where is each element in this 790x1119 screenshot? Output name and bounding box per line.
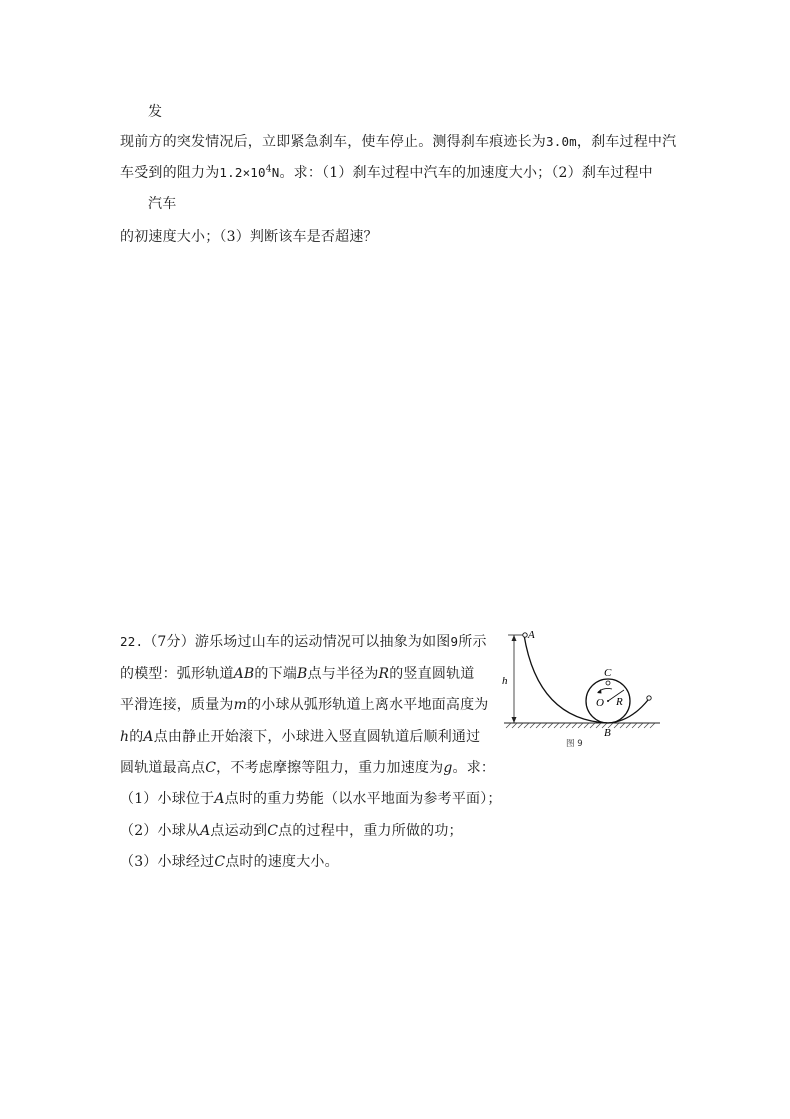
q22-s1-var-a: A [214,791,225,807]
direction-arrow-head [597,689,602,694]
q22-subquestion-3 [120,852,339,872]
q21-line-5 [120,227,378,247]
height-arrow-bottom [512,717,517,723]
q22-line-4 [120,727,480,747]
q21-force-value: 1.2×10 [219,165,266,180]
q21-skid-length: 3.0m [546,134,577,149]
q22-var-r: R [378,666,390,682]
q22-s1-text-a: （1）小球位于 [120,791,215,807]
q22-points: （7分） [143,634,195,650]
q21-text-1: 发 [148,104,163,120]
label-h: h [502,675,508,687]
q22-line-2 [120,664,474,684]
q21-text-2b: ，刹车过程中汽 [576,134,677,150]
label-a: A [528,629,535,641]
ground-hatching [506,723,655,728]
q21-part-1: （1）刹车过程中汽车的加速度大小； [322,165,552,181]
q21-line-2 [120,132,676,152]
q21-line-1 [148,102,162,122]
q22-text-3b: 的小球从弧形轨道上离水平地面高度为 [247,697,489,713]
q22-text-2b: 的下端 [254,666,298,682]
q22-var-a: A [143,729,154,745]
arc-track [524,635,608,723]
q22-figure-ref: 9 [450,634,459,649]
q22-s1-text-b: 点时的重力势能（以水平地面为参考平面）； [224,791,502,807]
q22-var-c: C [205,760,217,776]
q22-var-m: m [233,697,248,713]
q21-text-5a: 的初速度大小； [120,229,220,245]
q22-line-3 [120,695,489,715]
q22-s2-text-a: （2）小球从 [120,823,201,839]
q22-var-b: B [297,666,308,682]
q22-text-2c: 点与半径为 [307,666,379,682]
ball-at-a [523,633,527,637]
q22-text-4b: 点由静止开始滚下，小球进入竖直圆轨道后顺利通过 [153,729,481,745]
q22-subquestion-1 [120,789,502,809]
q22-text-2a: 的模型：弧形轨道 [120,666,234,682]
q21-text-4: 汽车 [148,196,177,212]
q21-force-exponent: 4 [265,164,272,175]
q21-part-3: （3）判断该车是否超速？ [219,229,378,245]
roller-coaster-figure [500,628,670,758]
q22-s3-text-b: 点时的速度大小。 [225,854,339,870]
q22-text-2d: 的竖直圆轨道 [389,666,475,682]
ball-at-c [606,681,610,685]
q22-line-1 [120,632,487,652]
q22-text-1b: 所示 [458,634,487,650]
q22-number: 22. [120,634,144,649]
q22-s3-var-c: C [214,854,226,870]
q22-s3-text-a: （3）小球经过 [120,854,215,870]
center-dot [607,700,609,702]
q21-text-2a: 现前方的突发情况后，立即紧急刹车，使车停止。测得刹车痕迹长为 [120,134,546,150]
ball-at-exit [647,696,651,700]
label-o: O [596,697,604,709]
q21-part-2: （2）刹车过程中 [551,165,653,181]
q22-line-5 [120,758,495,778]
q22-text-5a: 圆轨道最高点 [120,760,206,776]
q21-line-3 [120,163,653,183]
q22-s2-text-c: 点的过程中，重力所做的功； [278,823,463,839]
figure-caption: 图 9 [566,739,583,749]
q21-text-3a: 车受到的阻力为 [120,165,220,181]
q22-text-3a: 平滑连接，质量为 [120,697,234,713]
q21-text-3b: 。求： [279,165,323,181]
q21-line-4 [148,194,176,214]
q22-subquestion-2 [120,821,463,841]
label-b: B [604,727,611,739]
label-r: R [616,696,623,708]
q22-text-5b: ，不考虑摩擦等阻力，重力加速度为 [216,760,444,776]
q22-s2-text-b: 点运动到 [210,823,268,839]
label-c: C [604,667,612,679]
q22-text-4a: 的 [129,729,144,745]
q22-var-ab: AB [233,666,255,682]
q22-var-g: g [443,760,453,776]
height-arrow-top [512,635,517,641]
q22-s2-var-c: C [267,823,279,839]
q22-s2-var-a: A [200,823,211,839]
q21-force-unit: N [271,165,280,180]
q22-var-h: h [120,729,130,745]
q22-text-1: 游乐场过山车的运动情况可以抽象为如图 [194,634,451,650]
q22-text-5c: 。求： [452,760,496,776]
